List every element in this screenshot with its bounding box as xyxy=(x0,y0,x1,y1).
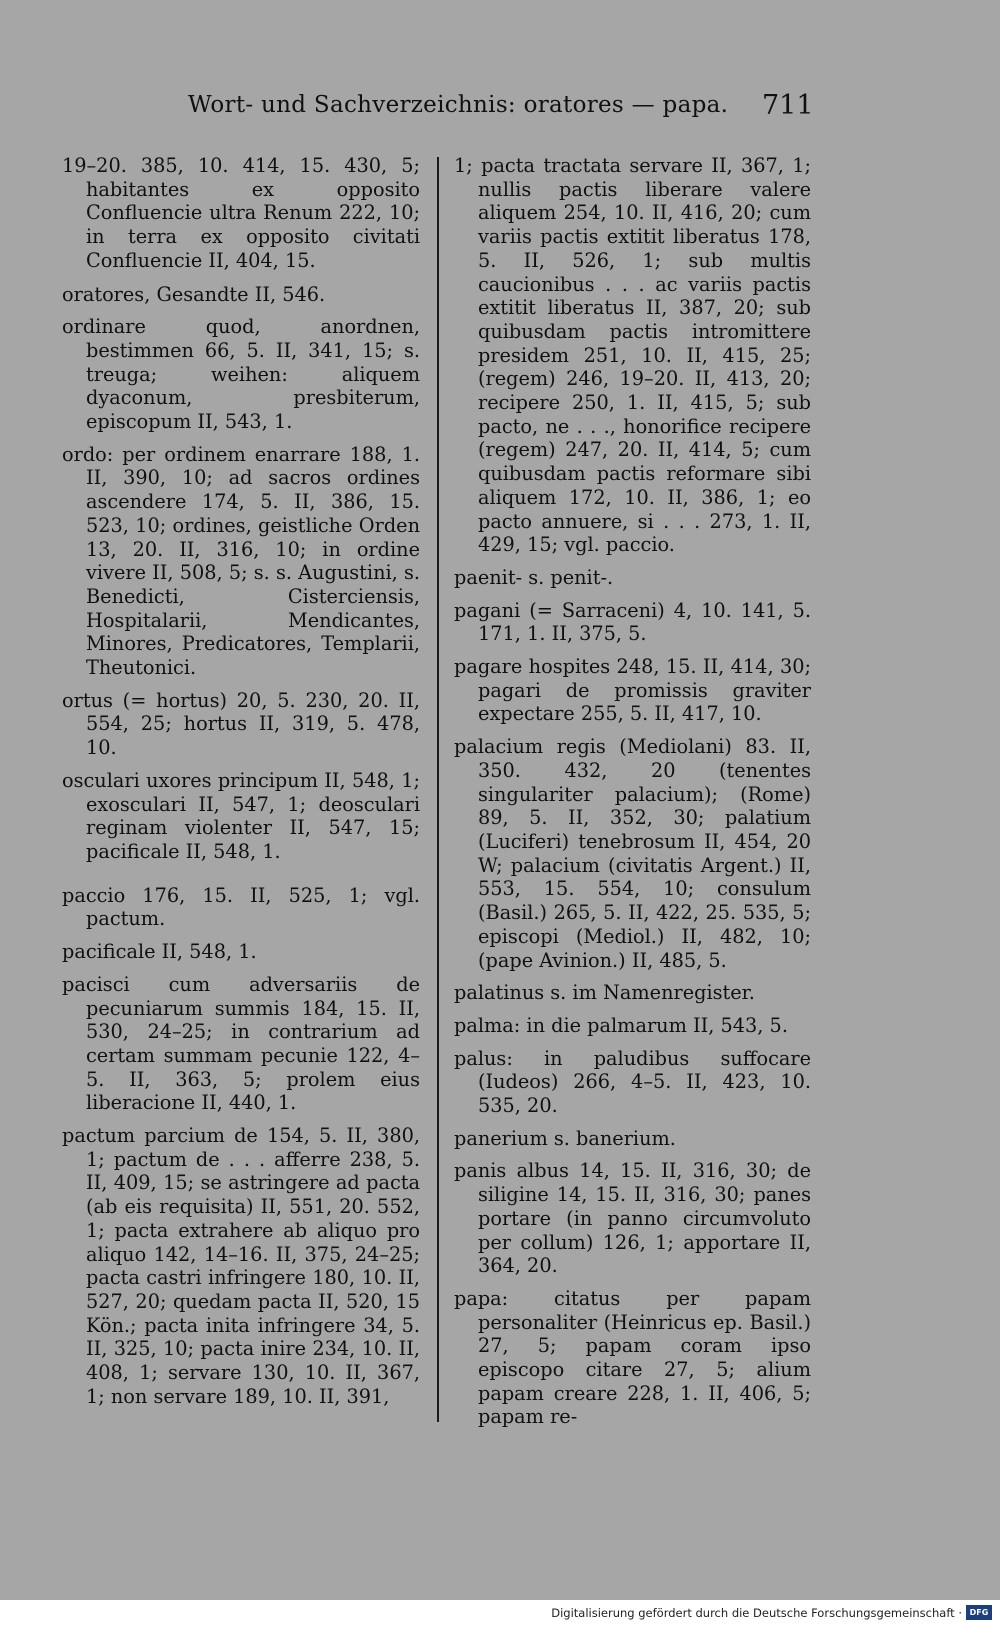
index-entry: pactum parcium de 154, 5. II, 380, 1; pactum de . . . afferre 238, 5. II, 409, 15; se astringere ad pacta (ab eis requisita) II, 551, 20. 552, 1; pacta extrahere ab aliquo pro aliquo 142, 14–16. II, 375, 24–25; pacta castri infringere 180, 10. II, 527, 20; quedam pacta II, 520, 15 Kön.; pacta inita infringere 34, 5. II, 325, 10; pacta inire 234, 10. II, 408, 1; servare 130, 10. II, 367, 1; non servare 189, 10. II, 391, xyxy=(62,1124,420,1408)
index-entry: 1; pacta tractata servare II, 367, 1; nullis pactis liberare valere aliquem 254, 10. II, 416, 20; cum variis pactis extitit liberatus 178, 5. II, 526, 1; sub multis caucionibus . . . ac variis pactis extitit liberatus II, 387, 20; sub quibusdam pactis intromittere presidem 251, 10. II, 415, 25; (regem) 246, 19–20. II, 413, 20; recipere 250, 1. II, 415, 5; sub pacto, ne . . ., honorifice recipere (regem) 247, 20. II, 414, 5; cum quibusdam pactis reformare sibi aliquem 172, 10. II, 386, 1; eo pacto annuere, si . . . 273, 1. II, 429, 15; vgl. paccio. xyxy=(454,154,811,557)
index-entry: pacisci cum adversariis de pecuniarum summis 184, 15. II, 530, 24–25; in contrarium ad certam summam pecunie 122, 4–5. II, 363, 5; prolem eius liberacione II, 440, 1. xyxy=(62,972,420,1115)
header-title: Wort- und Sachverzeichnis: oratores — papa. xyxy=(188,92,729,118)
index-entry: ordinare quod, anordnen, bestimmen 66, 5. II, 341, 15; s. treuga; weihen: aliquem dyaconum, presbiterum, episcopum II, 543, 1. xyxy=(62,315,420,434)
footer-bar xyxy=(0,1600,1000,1626)
funding-credit: Digitalisierung gefördert durch die Deutsche Forschungsgemeinschaft · xyxy=(551,1606,962,1620)
index-entry: panerium s. banerium. xyxy=(454,1126,676,1150)
index-entry: pagare hospites 248, 15. II, 414, 30; pagari de promissis graviter expectare 255, 5. II, 417, 10. xyxy=(454,655,811,726)
index-entry: paccio 176, 15. II, 525, 1; vgl. pactum. xyxy=(62,883,420,931)
running-header xyxy=(0,92,1000,132)
index-entry: 19–20. 385, 10. 414, 15. 430, 5; habitantes ex opposito Confluencie ultra Renum 222, 10; in terra ex opposito civitati Confluencie II, 404, 15. xyxy=(62,154,420,272)
dfg-logo: DFG xyxy=(966,1605,992,1620)
index-entry: panis albus 14, 15. II, 316, 30; de siligine 14, 15. II, 316, 30; panes portare (in panno circumvoluto per collum) 126, 1; apportare II, 364, 20. xyxy=(454,1159,811,1278)
index-entry: paenit- s. penit-. xyxy=(454,565,614,589)
index-entry: palacium regis (Mediolani) 83. II, 350. 432, 20 (tenentes singulariter palacium); (Rome) 89, 5. II, 352, 30; palatium (Luciferi) tenebrosum II, 454, 20 W; palacium (civitatis Argent.) II, 553, 15. 554, 10; consulum (Basil.) 265, 5. II, 422, 25. 535, 5; episcopi (Mediol.) II, 482, 10; (pape Avinion.) II, 485, 5. xyxy=(454,735,811,972)
left-column xyxy=(62,154,420,1417)
index-entry: palatinus s. im Namenregister. xyxy=(454,981,755,1005)
right-column xyxy=(454,154,811,1438)
index-entry: ortus (= hortus) 20, 5. 230, 20. II, 554, 25; hortus II, 319, 5. 478, 10. xyxy=(62,688,420,760)
index-entry: pagani (= Sarraceni) 4, 10. 141, 5. 171, 1. II, 375, 5. xyxy=(454,598,811,646)
index-entry: oratores, Gesandte II, 546. xyxy=(62,282,326,306)
index-entry: ordo: per ordinem enarrare 188, 1. II, 390, 10; ad sacros ordines ascendere 174, 5. II, 386, 15. 523, 10; ordines, geistliche Orden 13, 20. II, 316, 10; in ordine vivere II, 508, 5; s. s. Augustini, s. Benedicti, Cisterciensis, Hospitalarii, Mendicantes, Minores, Predicatores, Templarii, Theutonici. xyxy=(62,442,420,680)
index-entry: papa: citatus per papam personaliter (Heinricus ep. Basil.) 27, 5; papam coram ipso episcopo citare 27, 5; alium papam creare 228, 1. II, 406, 5; papam re- xyxy=(454,1286,811,1429)
index-entry: palma: in die palmarum II, 543, 5. xyxy=(454,1013,788,1037)
index-entry: palus: in paludibus suffocare (Iudeos) 266, 4–5. II, 423, 10. 535, 20. xyxy=(454,1046,811,1118)
index-entry: osculari uxores principum II, 548, 1; exosculari II, 547, 1; deosculari reginam violenter II, 547, 15; pacificale II, 548, 1. xyxy=(62,768,420,863)
page-number: 711 xyxy=(762,90,814,121)
index-entry: pacificale II, 548, 1. xyxy=(62,940,257,964)
column-divider xyxy=(437,157,439,1422)
